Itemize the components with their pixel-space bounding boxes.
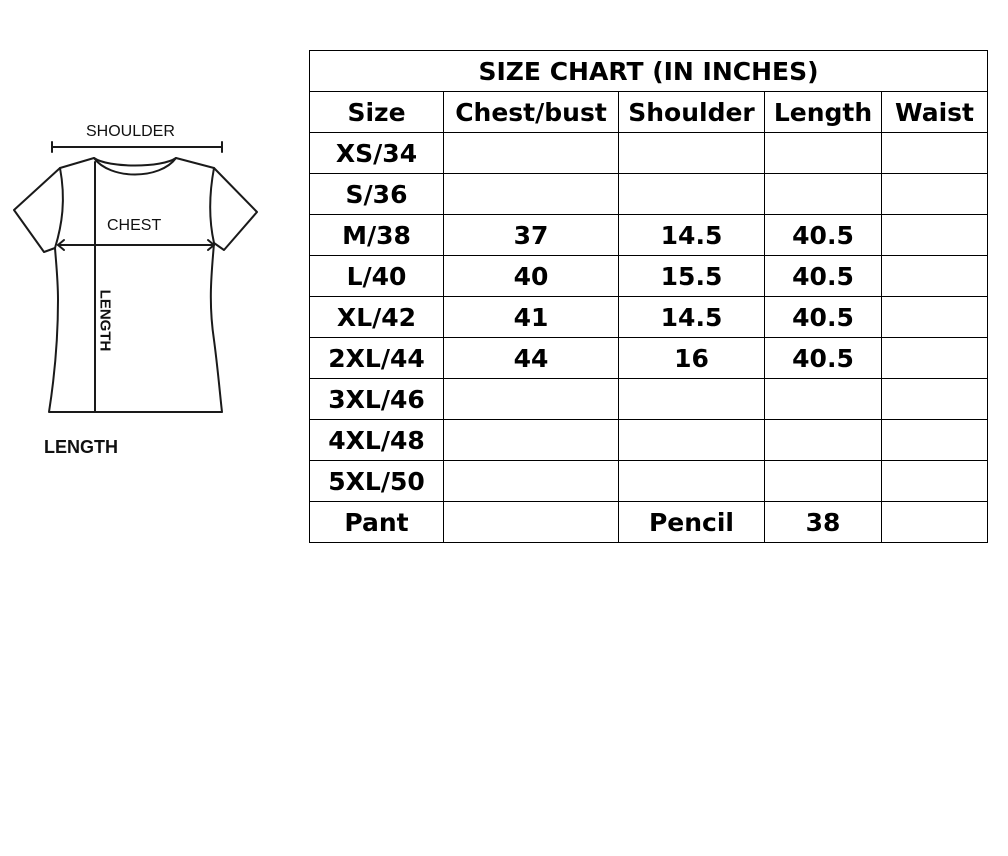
table-row [310, 379, 988, 420]
table-cell [882, 461, 988, 502]
table-cell [765, 133, 882, 174]
table-cell: 40.5 [765, 297, 882, 338]
table-cell [765, 379, 882, 420]
table-cell: S/36 [310, 174, 444, 215]
table-cell: 15.5 [619, 256, 765, 297]
table-cell: 14.5 [619, 297, 765, 338]
title-row [310, 51, 988, 92]
table-cell: 40.5 [765, 215, 882, 256]
table-cell [765, 174, 882, 215]
table-cell: 44 [444, 338, 619, 379]
table-row [310, 502, 988, 543]
header-cell: Length [765, 92, 882, 133]
table-title: SIZE CHART (IN INCHES) [310, 51, 988, 92]
table-cell [882, 174, 988, 215]
table-cell [765, 420, 882, 461]
table-cell: Pencil [619, 502, 765, 543]
table-cell [444, 461, 619, 502]
table-cell [882, 379, 988, 420]
table-cell [619, 461, 765, 502]
table-cell: 16 [619, 338, 765, 379]
table-cell: 4XL/48 [310, 420, 444, 461]
header-cell: Shoulder [619, 92, 765, 133]
table-cell [882, 297, 988, 338]
header-cell: Chest/bust [444, 92, 619, 133]
header-cell: Size [310, 92, 444, 133]
table-cell [882, 215, 988, 256]
table-cell [882, 256, 988, 297]
table-cell: 5XL/50 [310, 461, 444, 502]
chest-label: CHEST [107, 217, 162, 234]
table-cell [444, 502, 619, 543]
table-row [310, 133, 988, 174]
table-cell [619, 174, 765, 215]
table-cell: 14.5 [619, 215, 765, 256]
table-cell [619, 420, 765, 461]
table-cell: 40.5 [765, 338, 882, 379]
table-cell: 2XL/44 [310, 338, 444, 379]
tshirt-diagram [0, 0, 300, 480]
table-cell: XS/34 [310, 133, 444, 174]
table-cell: L/40 [310, 256, 444, 297]
table-row [310, 338, 988, 379]
table-cell [444, 174, 619, 215]
table-cell [882, 420, 988, 461]
table-cell [444, 133, 619, 174]
table-cell [619, 379, 765, 420]
table-cell [882, 133, 988, 174]
table-cell [619, 133, 765, 174]
table-row [310, 420, 988, 461]
table-row [310, 297, 988, 338]
table-row [310, 174, 988, 215]
shoulder-label: SHOULDER [86, 123, 175, 140]
table-cell: 40 [444, 256, 619, 297]
header-cell: Waist [882, 92, 988, 133]
table-cell: 3XL/46 [310, 379, 444, 420]
table-row [310, 461, 988, 502]
table-cell: M/38 [310, 215, 444, 256]
length-vertical-label: LENGTH [96, 289, 114, 352]
size-chart-table [309, 50, 988, 543]
table-cell: Pant [310, 502, 444, 543]
length-label: LENGTH [44, 437, 118, 457]
tshirt-outline-icon [0, 0, 300, 480]
table-cell: 38 [765, 502, 882, 543]
table-cell: 37 [444, 215, 619, 256]
table-cell [444, 379, 619, 420]
table-cell [765, 461, 882, 502]
table-row [310, 256, 988, 297]
table-cell: 40.5 [765, 256, 882, 297]
table-cell: 41 [444, 297, 619, 338]
table-cell [882, 338, 988, 379]
table-cell [882, 502, 988, 543]
header-row [310, 92, 988, 133]
table-cell [444, 420, 619, 461]
table-row [310, 215, 988, 256]
table-cell: XL/42 [310, 297, 444, 338]
